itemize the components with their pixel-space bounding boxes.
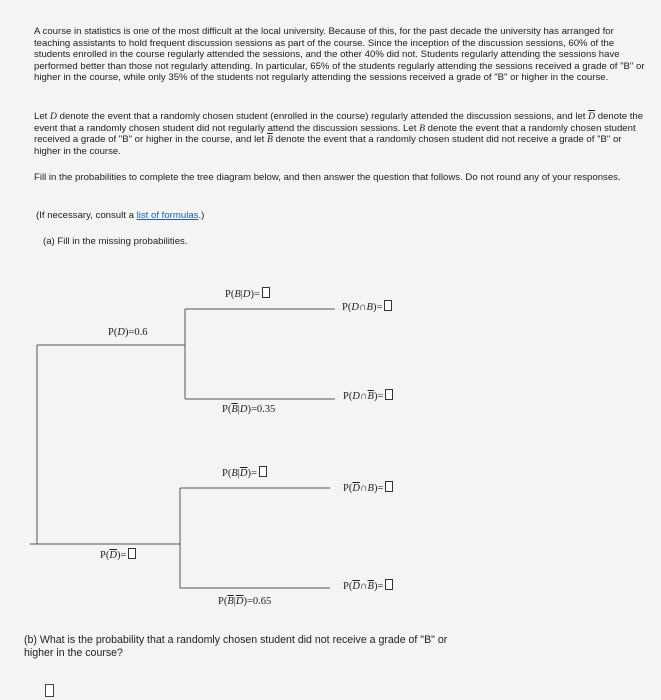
instructions-paragraph: Fill in the probabilities to complete the tree diagram below, and then answer the question that follows. Do not round any of your responses. [34, 172, 621, 183]
label-p-b-given-d: P(B|D)= [225, 287, 270, 300]
def-text-4: denote the event that a randomly chosen student received a grade of "B" or higher in the course, and let [34, 122, 636, 146]
input-p-d-bar-and-b-bar[interactable] [385, 579, 393, 590]
input-p-b-given-d[interactable] [262, 287, 270, 298]
formulas-note-text: (If necessary, consult a [36, 210, 137, 221]
input-p-d-bar-and-b[interactable] [385, 481, 393, 492]
def-text-1: Let [34, 111, 51, 122]
event-d-bar: $\overline{D}$ [588, 111, 596, 122]
label-p-d: P(D)=0.6 [108, 327, 148, 338]
label-p-d-bar: $P(\overline{D})=$ [100, 548, 136, 561]
def-text-2: denote the event that a randomly chosen student (enrolled in the course) regularly attended the discussion sessions, and let [56, 111, 589, 122]
label-p-d-and-b: P(D∩B)= [342, 300, 392, 313]
input-p-b-given-d-bar[interactable] [259, 466, 267, 477]
list-of-formulas-link[interactable]: list of formulas [136, 210, 199, 221]
input-p-d-and-b[interactable] [384, 300, 392, 311]
event-d: D [50, 111, 57, 122]
label-p-d-and-b-bar: $P(D\cap\overline{B})=$ [343, 389, 393, 402]
def-text-5: denote the event that a randomly chosen student did not receive a grade of "B" or higher in the course. [34, 134, 622, 157]
label-p-d-bar-and-b: $P(\overline{D}\cap B)=$ [343, 481, 393, 494]
label-p-b-bar-given-d-bar: $P(\overline{B}|\overline{D})=0.65$ [218, 596, 272, 607]
formulas-note-end: .) [198, 210, 205, 221]
event-b: B [419, 122, 425, 134]
label-p-b-given-d-bar: $P(B|\overline{D})=$ [222, 466, 267, 479]
event-b-bar: $\overline{B}$ [266, 134, 273, 146]
intro-paragraph: A course in statistics is one of the most difficult at the local university. Because of this, for the past decade the university has arranged for teaching assistants to hold frequent discussion sessions as part of the course. Since the inception of the discussion sessions, 60% of the students enrolled in the course regularly attended the sessions, and the other 40% did not. Students regularly attending the sessions have performed better than those not regularly attending. In particular, 65% of the students regularly attending the sessions received a grade of "B" or higher in the course, while only 35% of the students not regularly attending the sessions received a grade of "B" or higher in the course. [34, 26, 645, 84]
part-a-label: (a) Fill in the missing probabilities. [43, 236, 188, 247]
label-p-d-bar-and-b-bar: $P(\overline{D}\cap\overline{B})=$ [343, 579, 393, 592]
input-p-d-bar[interactable] [128, 548, 136, 559]
def-text-3: denote the event that a randomly chosen student did not regularly attend the discussion sessions. Let [34, 111, 644, 134]
part-b-question: (b) What is the probability that a randomly chosen student did not receive a grade of "B" or higher in the course? [24, 634, 448, 659]
label-p-b-bar-given-d: $P(\overline{B}|D)=0.35$ [222, 404, 276, 415]
input-p-d-and-b-bar[interactable] [385, 389, 393, 400]
part-b-answer-input[interactable] [45, 684, 54, 697]
